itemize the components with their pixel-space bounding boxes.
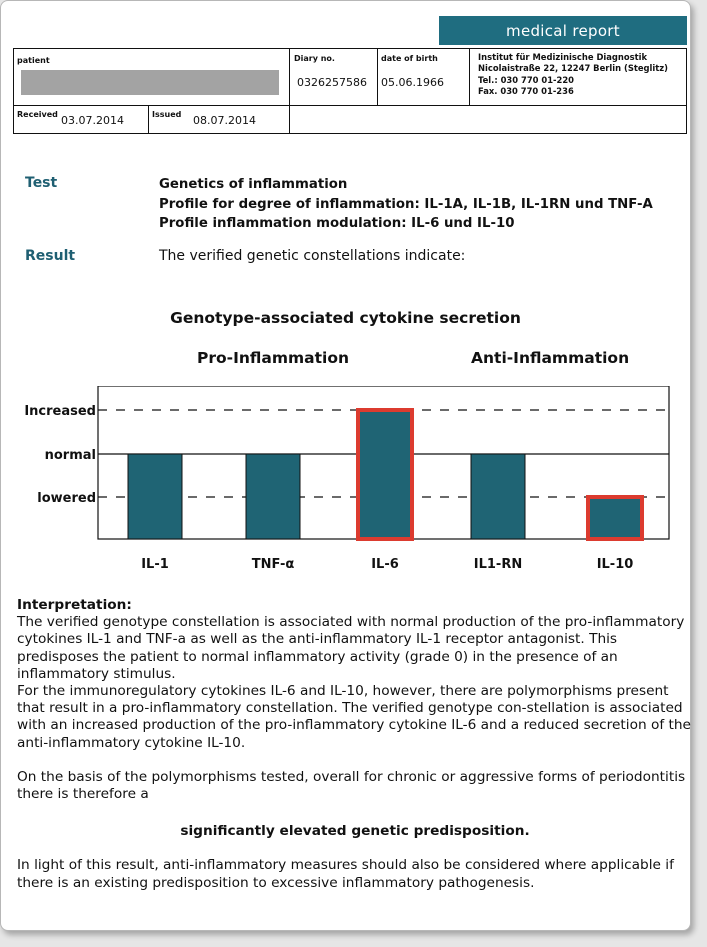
test-label: Test [25, 175, 58, 191]
dob-label: date of birth [381, 54, 438, 63]
report-type-badge: medical report [439, 16, 687, 45]
interpretation-paragraph-1: The verified genotype constellation is associated with normal production of the pro-inflammatory cytokines IL-1 and TNF-a as well as the anti-inflammatory IL-1 receptor antagonist. This predisposes the patient to normal inflammatory activity (grade 0) in the presence of an inflammatory stimulus. [17, 614, 685, 682]
chart-title: Genotype-associated cytokine secretion [170, 309, 521, 327]
result-text: The verified genetic constellations indicate: [159, 248, 466, 264]
level-label-0: lowered [37, 491, 96, 506]
category-label-1: TNF-α [251, 557, 295, 572]
test-line-1: Genetics of inflammation [159, 177, 348, 192]
interpretation-heading: Interpretation: [17, 597, 132, 613]
bar-4 [588, 497, 642, 539]
bar-0 [128, 454, 182, 539]
diary-number: 0326257586 [297, 76, 367, 89]
bar-2 [358, 410, 412, 539]
interpretation-conclusion: significantly elevated genetic predisposition. [180, 823, 530, 840]
institute-fax: Fax. 030 770 01-236 [478, 86, 574, 97]
institute-name: Institut für Medizinische Diagnostik [478, 52, 648, 62]
issued-label: Issued [152, 110, 182, 119]
category-label-3: IL1-RN [473, 557, 523, 572]
patient-header-table [13, 48, 687, 134]
bar-3 [471, 454, 525, 539]
level-label-1: normal [44, 448, 96, 463]
diary-label: Diary no. [294, 54, 335, 63]
issued-date: 08.07.2014 [193, 114, 256, 127]
test-line-3: Profile inflammation modulation: IL-6 und IL-10 [159, 216, 515, 231]
institute-street: Nicolaistraße 22, 12247 Berlin (Steglitz) [478, 63, 668, 74]
group-label-anti: Anti-Inflammation [471, 349, 630, 367]
category-label-0: IL-1 [141, 557, 169, 572]
institute-address [478, 52, 668, 98]
interpretation-paragraph-4: In light of this result, anti-inflammatory measures should also be considered where applicable if there is an existing predisposition to excessive inflammatory pathogenesis. [17, 857, 674, 891]
patient-label: patient [17, 56, 50, 65]
level-label-2: Increased [24, 404, 96, 419]
interpretation-paragraph-2: For the immunoregulatory cytokines IL-6 and IL-10, however, there are polymorphisms present that result in a pro-inflammatory constellation. The verified genotype con-stellation is associated with an increased production of the pro-inflammatory cytokine IL-6 and a reduced secretion of the anti-inflammatory cytokine IL-10. [17, 683, 691, 751]
date-of-birth: 05.06.1966 [381, 76, 444, 89]
category-label-2: IL-6 [371, 557, 399, 572]
bar-1 [246, 454, 300, 539]
cytokine-bar-chart [1, 386, 690, 581]
interpretation-section [17, 597, 693, 892]
test-description [159, 175, 653, 234]
interpretation-paragraph-3: On the basis of the polymorphisms tested, overall for chronic or aggressive forms of periodontitis there is therefore a [17, 768, 686, 803]
group-label-pro: Pro-Inflammation [197, 349, 350, 367]
received-date: 03.07.2014 [61, 114, 124, 127]
institute-phone: Tel.: 030 770 01-220 [478, 74, 575, 85]
result-label: Result [25, 248, 76, 264]
received-label: Received [17, 110, 58, 119]
patient-name-redacted [21, 70, 279, 95]
category-label-4: IL-10 [596, 557, 634, 572]
test-line-2: Profile for degree of inflammation: IL-1A, IL-1B, IL-1RN und TNF-A [159, 196, 653, 212]
